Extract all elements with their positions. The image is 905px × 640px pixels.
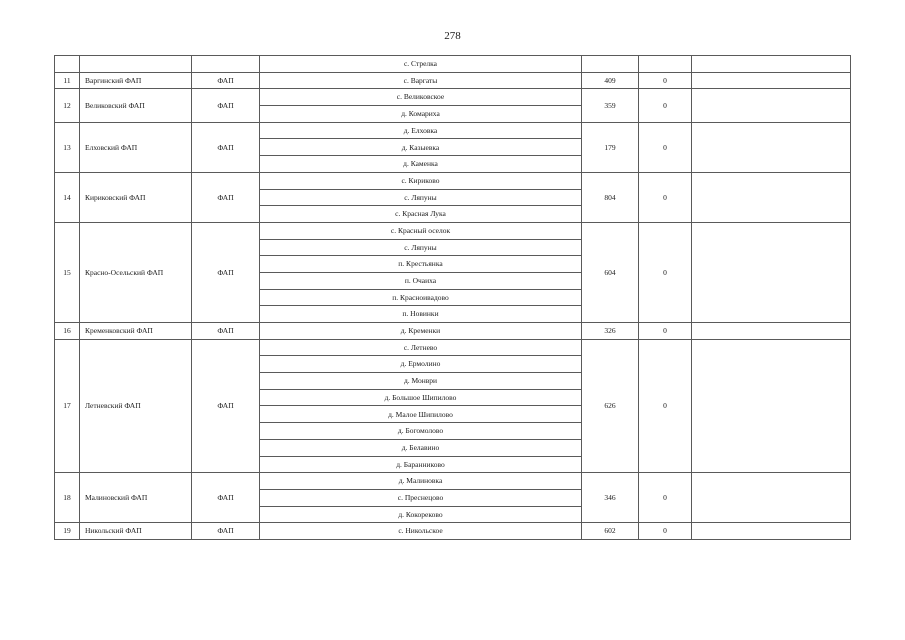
cell-settlement: д. Казыевка xyxy=(260,139,582,156)
cell-num: 17 xyxy=(55,339,80,473)
cell-num: 15 xyxy=(55,222,80,322)
cell-name: Летневский ФАП xyxy=(80,339,192,473)
cell-name: Кириковский ФАП xyxy=(80,172,192,222)
cell-value xyxy=(639,56,692,73)
table-row xyxy=(55,172,851,189)
cell-value: 0 xyxy=(639,122,692,172)
cell-value: 0 xyxy=(639,339,692,473)
cell-settlement: д. Кокореково xyxy=(260,506,582,523)
cell-name: Великовский ФАП xyxy=(80,89,192,122)
cell-settlement: с. Преснецово xyxy=(260,489,582,506)
cell-type: ФАП xyxy=(192,339,260,473)
cell-type: ФАП xyxy=(192,323,260,340)
cell-value: 0 xyxy=(639,89,692,122)
cell-population: 346 xyxy=(582,473,639,523)
cell-name: Малиновский ФАП xyxy=(80,473,192,523)
cell-notes xyxy=(692,172,851,222)
cell-value: 0 xyxy=(639,473,692,523)
cell-type xyxy=(192,56,260,73)
cell-settlement: с. Летнево xyxy=(260,339,582,356)
cell-population: 179 xyxy=(582,122,639,172)
cell-notes xyxy=(692,222,851,322)
cell-notes xyxy=(692,89,851,122)
cell-settlement: с. Красный оселок xyxy=(260,222,582,239)
cell-value: 0 xyxy=(639,323,692,340)
cell-type: ФАП xyxy=(192,523,260,540)
cell-settlement: с. Красная Лука xyxy=(260,206,582,223)
cell-notes xyxy=(692,122,851,172)
cell-notes xyxy=(692,339,851,473)
cell-notes xyxy=(692,72,851,89)
cell-num xyxy=(55,56,80,73)
table-row xyxy=(55,339,851,356)
cell-name: Кременковский ФАП xyxy=(80,323,192,340)
cell-notes xyxy=(692,323,851,340)
cell-settlement: с. Кириково xyxy=(260,172,582,189)
cell-settlement: д. Ермолино xyxy=(260,356,582,373)
cell-settlement: с. Стрелка xyxy=(260,56,582,73)
cell-name: Красно-Осельский ФАП xyxy=(80,222,192,322)
cell-population: 326 xyxy=(582,323,639,340)
cell-population: 359 xyxy=(582,89,639,122)
cell-settlement: д. Баранниково xyxy=(260,456,582,473)
cell-name: Никольский ФАП xyxy=(80,523,192,540)
cell-settlement: д. Большое Шипилово xyxy=(260,389,582,406)
cell-num: 14 xyxy=(55,172,80,222)
cell-value: 0 xyxy=(639,72,692,89)
table-row xyxy=(55,523,851,540)
cell-num: 18 xyxy=(55,473,80,523)
cell-settlement: д. Богомолово xyxy=(260,423,582,440)
cell-name: Елховский ФАП xyxy=(80,122,192,172)
cell-num: 19 xyxy=(55,523,80,540)
cell-settlement: п. Крестьянка xyxy=(260,256,582,273)
cell-value: 0 xyxy=(639,222,692,322)
cell-population: 602 xyxy=(582,523,639,540)
cell-settlement: д. Монври xyxy=(260,373,582,390)
table-row-continuation xyxy=(55,56,851,73)
cell-settlement: п. Красноивадово xyxy=(260,289,582,306)
cell-type: ФАП xyxy=(192,473,260,523)
table-row xyxy=(55,323,851,340)
cell-settlement: д. Белавино xyxy=(260,439,582,456)
cell-settlement: п. Новинки xyxy=(260,306,582,323)
cell-population xyxy=(582,56,639,73)
cell-name: Варгинский ФАП xyxy=(80,72,192,89)
cell-population: 604 xyxy=(582,222,639,322)
cell-type: ФАП xyxy=(192,172,260,222)
cell-settlement: д. Комариха xyxy=(260,106,582,123)
cell-num: 13 xyxy=(55,122,80,172)
cell-value: 0 xyxy=(639,523,692,540)
table-row xyxy=(55,122,851,139)
cell-notes xyxy=(692,56,851,73)
table-row xyxy=(55,89,851,106)
cell-num: 12 xyxy=(55,89,80,122)
cell-settlement: д. Малиновка xyxy=(260,473,582,490)
cell-settlement: с. Великовское xyxy=(260,89,582,106)
cell-value: 0 xyxy=(639,172,692,222)
cell-settlement: п. Очаиха xyxy=(260,272,582,289)
cell-settlement: с. Никольское xyxy=(260,523,582,540)
page-number: 278 xyxy=(444,30,461,42)
cell-population: 804 xyxy=(582,172,639,222)
table-row xyxy=(55,72,851,89)
cell-type: ФАП xyxy=(192,222,260,322)
cell-settlement: с. Ляпуны xyxy=(260,189,582,206)
cell-notes xyxy=(692,473,851,523)
table-row xyxy=(55,222,851,239)
cell-type: ФАП xyxy=(192,72,260,89)
cell-settlement: с. Ляпуны xyxy=(260,239,582,256)
cell-notes xyxy=(692,523,851,540)
cell-type: ФАП xyxy=(192,89,260,122)
cell-settlement: д. Елховка xyxy=(260,122,582,139)
fap-table xyxy=(54,55,851,540)
cell-settlement: с. Варгаты xyxy=(260,72,582,89)
cell-num: 11 xyxy=(55,72,80,89)
table-row xyxy=(55,473,851,490)
cell-population: 626 xyxy=(582,339,639,473)
cell-type: ФАП xyxy=(192,122,260,172)
cell-settlement: д. Кременки xyxy=(260,323,582,340)
cell-name xyxy=(80,56,192,73)
cell-num: 16 xyxy=(55,323,80,340)
cell-settlement: д. Малое Шипилово xyxy=(260,406,582,423)
cell-population: 409 xyxy=(582,72,639,89)
cell-settlement: д. Каменка xyxy=(260,156,582,173)
